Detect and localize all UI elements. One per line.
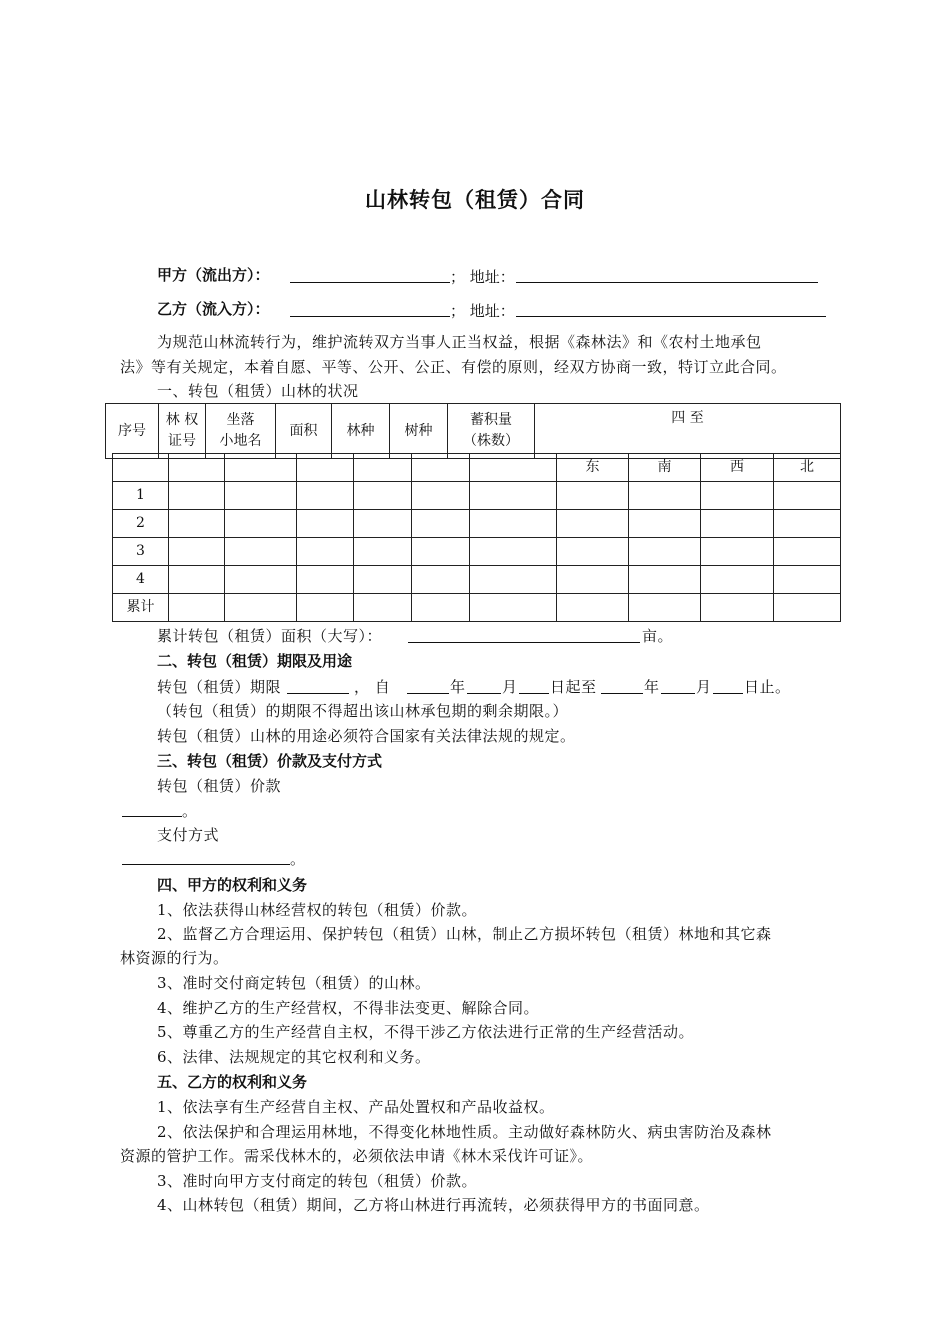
table-direction-row [113,454,841,482]
direction-north: 北 [774,454,841,482]
party-b-address-blank[interactable] [516,316,826,317]
party-b-item-2: 2、依法保护和合理运用林地，不得变化林地性质。主动做好森林防火、病虫害防治及森林 [157,1123,772,1141]
total-area-unit: 亩。 [642,627,674,645]
payment-blank[interactable] [122,864,290,865]
end-suffix: 日止。 [744,678,791,696]
total-area-blank[interactable] [408,642,640,643]
party-b-item-1: 1、依法享有生产经营自主权、产品处置权和产品收益权。 [157,1098,555,1116]
party-a-item-2: 2、监督乙方合理运用、保护转包（租赁）山林，制止乙方损坏转包（租赁）林地和其它森 [157,925,772,943]
party-a-address-label: ； 地址： [450,268,515,286]
end-year-label: 年 [644,678,660,696]
direction-south: 南 [629,454,701,482]
table-row [113,482,841,510]
term-label: 转包（租赁）期限 [157,678,282,696]
header-volume: 蓄积量 （株数） [448,404,535,459]
party-a-item-3: 3、准时交付商定转包（租赁）的山林。 [157,974,431,992]
start-month-blank[interactable] [467,693,501,694]
header-seq: 序号 [106,404,159,459]
row-label: 4 [113,566,169,594]
header-tree-species: 树种 [390,404,448,459]
end-year-blank[interactable] [601,693,643,694]
price-blank[interactable] [122,816,182,817]
price-label: 转包（租赁）价款 [157,777,282,795]
start-year-blank[interactable] [407,693,449,694]
party-a-item-1: 1、依法获得山林经营权的转包（租赁）价款。 [157,901,478,919]
start-month-label: 月 [502,678,518,696]
end-month-label: 月 [696,678,712,696]
party-b-item-2-cont: 资源的管护工作。需采伐林木的，必须依法申请《林木采伐许可证》。 [120,1147,594,1165]
row-label: 3 [113,538,169,566]
section-1-heading: 一、转包（租赁）山林的状况 [157,382,359,400]
use-clause: 转包（租赁）山林的用途必须符合国家有关法律法规的规定。 [157,727,576,745]
party-a-label: 甲方（流出方）： [157,266,270,284]
party-b-item-4: 4、山林转包（租赁）期间，乙方将山林进行再流转，必须获得甲方的书面同意。 [157,1196,710,1214]
end-day-blank[interactable] [713,693,743,694]
party-b-label: 乙方（流入方）： [157,300,270,318]
section-2-heading: 二、转包（租赁）期限及用途 [157,652,353,670]
party-a-item-4: 4、维护乙方的生产经营权，不得非法变更、解除合同。 [157,999,540,1017]
party-a-item-2-cont: 林资源的行为。 [120,949,229,967]
term-note: （转包（租赁）的期限不得超出该山林承包期的剩余期限。） [157,702,569,720]
start-suffix: 日起至 [550,678,597,696]
party-b-item-3: 3、准时向甲方支付商定的转包（租赁）价款。 [157,1172,478,1190]
party-a-item-5: 5、尊重乙方的生产经营自主权，不得干涉乙方依法进行正常的生产经营活动。 [157,1023,695,1041]
section-5-heading: 五、乙方的权利和义务 [157,1073,308,1091]
table-row [113,566,841,594]
table-total-row [113,594,841,622]
party-b-name-blank[interactable] [290,316,450,317]
total-area-label: 累计转包（租赁）面积（大写）： [157,627,383,645]
price-period: 。 [182,802,198,820]
party-a-item-6: 6、法律、法规规定的其它权利和义务。 [157,1048,431,1066]
term-from-label: ， 自 [354,678,391,696]
term-years-blank[interactable] [287,693,349,694]
header-area: 面积 [276,404,332,459]
intro-line-2: 法》等有关规定，本着自愿、平等、公开、公正、有偿的原则，经双方协商一致，特订立此合同。 [120,358,787,376]
party-b-address-label: ； 地址： [450,302,515,320]
intro-line-1: 为规范山林流转行为，维护流转双方当事人正当权益，根据《森林法》和《农村土地承包 [157,333,762,351]
row-label: 累计 [113,594,169,622]
header-boundary: 四 至 [535,404,841,459]
direction-west: 西 [701,454,774,482]
table-row [113,538,841,566]
forest-table-header [105,403,841,459]
table-row [113,510,841,538]
start-day-blank[interactable] [519,693,549,694]
header-cert: 林 权 证号 [159,404,206,459]
start-year-label: 年 [450,678,466,696]
row-label: 1 [113,482,169,510]
section-3-heading: 三、转包（租赁）价款及支付方式 [157,752,383,770]
section-4-heading: 四、甲方的权利和义务 [157,876,308,894]
party-a-address-blank[interactable] [516,282,818,283]
payment-label: 支付方式 [157,826,220,844]
document-title: 山林转包（租赁）合同 [365,188,585,212]
end-month-blank[interactable] [661,693,695,694]
payment-period: 。 [290,850,306,868]
row-label: 2 [113,510,169,538]
header-forest-type: 林种 [332,404,390,459]
direction-east: 东 [557,454,629,482]
party-a-name-blank[interactable] [290,282,450,283]
header-place: 坐落 小地名 [206,404,276,459]
forest-table [112,453,841,622]
